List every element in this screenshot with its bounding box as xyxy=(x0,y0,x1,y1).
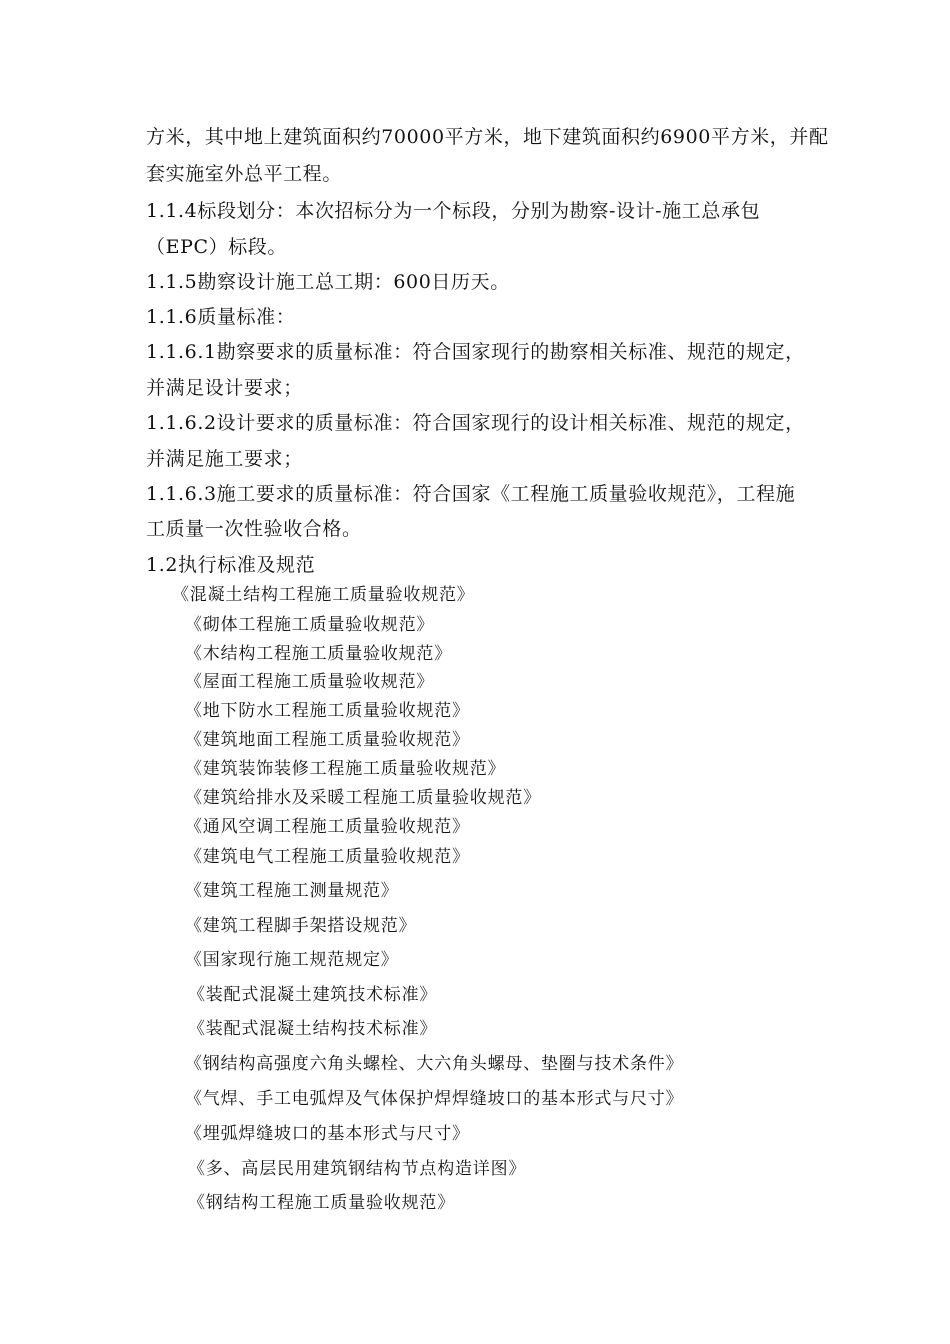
standard-item: 《建筑工程施工测量规范》 xyxy=(185,881,399,901)
body-line: 方米，其中地上建筑面积约70000平方米，地下建筑面积约6900平方米，并配 xyxy=(146,126,829,148)
standard-item: 《装配式混凝土建筑技术标准》 xyxy=(188,985,438,1005)
section-heading: 1.1.6.1勘察要求的质量标准：符合国家现行的勘察相关标准、规范的规定， xyxy=(146,341,805,363)
standard-item: 《建筑电气工程施工质量验收规范》 xyxy=(185,847,470,867)
standard-item: 《混凝土结构工程施工质量验收规范》 xyxy=(172,585,475,605)
standard-item: 《屋面工程施工质量验收规范》 xyxy=(185,672,435,692)
section-heading: 1.1.5勘察设计施工总工期：600日历天。 xyxy=(146,271,510,293)
standard-item: 《木结构工程施工质量验收规范》 xyxy=(185,644,452,664)
standard-item: 《建筑地面工程施工质量验收规范》 xyxy=(185,730,470,750)
standard-item: 《建筑装饰装修工程施工质量验收规范》 xyxy=(185,759,506,779)
standard-item: 《多、高层民用建筑钢结构节点构造详图》 xyxy=(188,1159,527,1179)
section-heading: 1.1.6质量标准： xyxy=(146,306,296,328)
section-heading: 1.2执行标准及规范 xyxy=(146,554,316,576)
standard-item: 《砌体工程施工质量验收规范》 xyxy=(185,615,435,635)
section-heading: 1.1.6.3施工要求的质量标准：符合国家《工程施工质量验收规范》，工程施 xyxy=(146,483,796,505)
standard-item: 《建筑给排水及采暖工程施工质量验收规范》 xyxy=(185,788,541,808)
body-line: （EPC）标段。 xyxy=(146,236,287,258)
standard-item: 《钢结构工程施工质量验收规范》 xyxy=(188,1193,455,1213)
standard-item: 《国家现行施工规范规定》 xyxy=(185,950,399,970)
standard-item: 《建筑工程脚手架搭设规范》 xyxy=(185,916,417,936)
standard-item: 《埋弧焊缝坡口的基本形式与尺寸》 xyxy=(185,1124,470,1144)
standard-item: 《通风空调工程施工质量验收规范》 xyxy=(185,817,470,837)
standard-item: 《气焊、手工电弧焊及气体保护焊焊缝坡口的基本形式与尺寸》 xyxy=(185,1089,684,1109)
standard-item: 《装配式混凝土结构技术标准》 xyxy=(188,1019,438,1039)
section-heading: 1.1.4标段划分：本次招标分为一个标段，分别为勘察-设计-施工总承包 xyxy=(146,200,761,222)
body-line: 并满足设计要求； xyxy=(146,377,303,399)
section-heading: 1.1.6.2设计要求的质量标准：符合国家现行的设计相关标准、规范的规定， xyxy=(146,412,805,434)
body-line: 并满足施工要求； xyxy=(146,448,303,470)
body-line: 套实施室外总平工程。 xyxy=(146,163,343,185)
standard-item: 《地下防水工程施工质量验收规范》 xyxy=(185,701,470,721)
body-line: 工质量一次性验收合格。 xyxy=(146,518,362,540)
standard-item: 《钢结构高强度六角头螺栓、大六角头螺母、垫圈与技术条件》 xyxy=(185,1054,684,1074)
